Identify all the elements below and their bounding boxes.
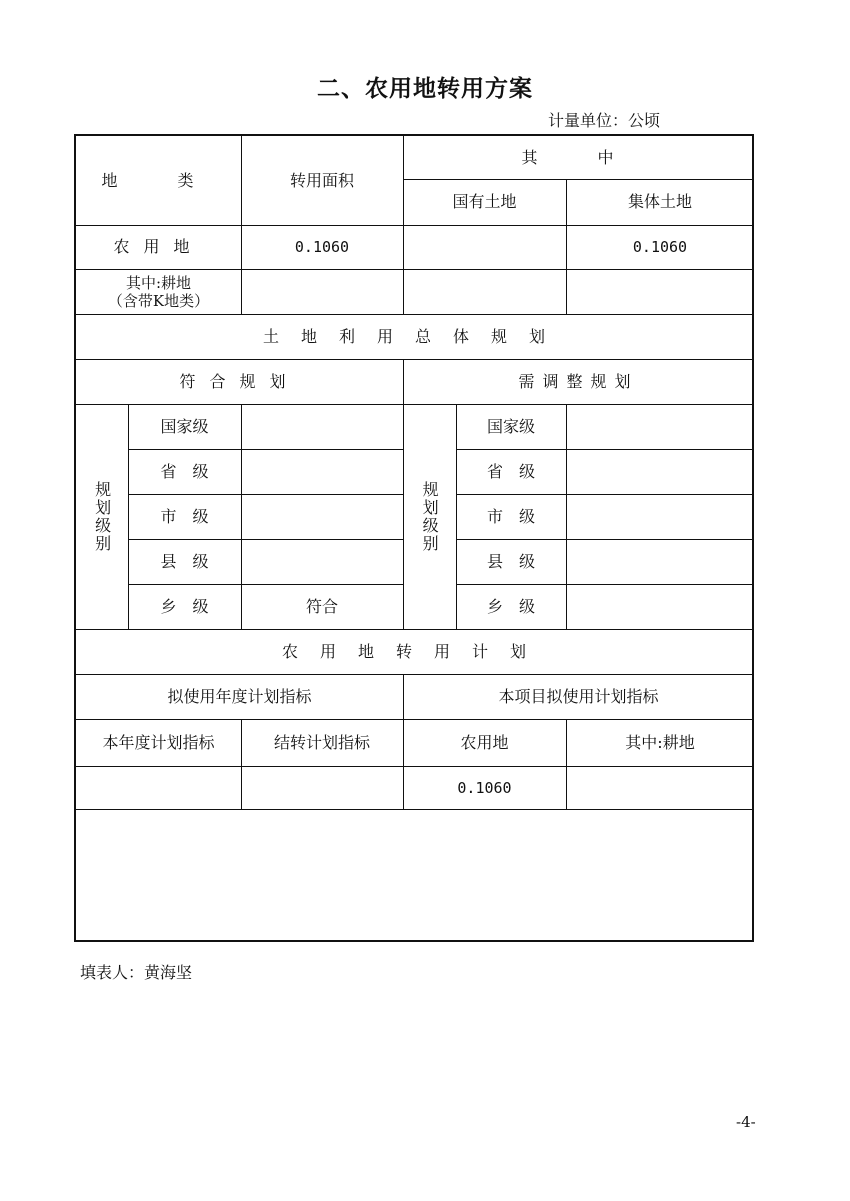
cultivated-indicator-header: 其中:耕地 <box>625 732 695 752</box>
conversion-plan-title: 农用地转用计划 <box>281 641 548 661</box>
page-number: -4- <box>736 1113 756 1131</box>
planning-section-title: 土地利用总体规划 <box>262 326 567 346</box>
header-land-type: 地 类 <box>101 170 216 190</box>
farmland-collective-value: 0.1060 <box>632 238 688 256</box>
farmland-indicator-header: 农用地 <box>460 732 509 752</box>
filler-label: 填表人：黄海坚 <box>80 963 193 982</box>
conform-planning-header: 符合规划 <box>179 371 300 391</box>
conform-level-label: 规划级别 <box>92 480 112 553</box>
project-indicator-header: 本项目拟使用计划指标 <box>498 686 659 706</box>
header-of-which: 其 中 <box>521 147 636 167</box>
farmland-state-value <box>403 225 566 269</box>
header-state-land: 国有土地 <box>452 192 517 212</box>
farmland-label: 农用地 <box>113 237 204 257</box>
conform-level-city: 市 级 <box>160 506 209 526</box>
cultivated-label-line1: 其中:耕地 <box>125 273 192 292</box>
farmland-area-value: 0.1060 <box>294 238 350 256</box>
page-title: 二、农用地转用方案 <box>317 76 533 102</box>
adjust-planning-header: 需调整规划 <box>518 371 639 391</box>
conform-value-township: 符合 <box>305 596 338 616</box>
conform-value-provincial <box>241 449 403 494</box>
conform-level-national: 国家级 <box>160 416 209 436</box>
adjust-level-label: 规划级别 <box>420 480 440 553</box>
cultivated-indicator-value <box>566 766 754 809</box>
this-year-indicator-header: 本年度计划指标 <box>102 732 215 752</box>
cultivated-label-line2: （含带K地类） <box>107 291 210 310</box>
conform-value-county <box>241 539 403 584</box>
adjust-level-township: 乡 级 <box>486 596 535 616</box>
conversion-table <box>74 134 754 942</box>
adjust-level-county: 县 级 <box>486 551 535 571</box>
annual-indicator-header: 拟使用年度计划指标 <box>167 686 312 706</box>
conform-value-city <box>241 494 403 539</box>
header-area: 转用面积 <box>289 170 354 190</box>
conform-level-provincial: 省 级 <box>160 461 209 481</box>
adjust-level-city: 市 级 <box>486 506 535 526</box>
carry-over-indicator-header: 结转计划指标 <box>273 732 370 752</box>
header-collective-land: 集体土地 <box>627 192 692 212</box>
adjust-level-national: 国家级 <box>486 416 535 436</box>
conform-level-township: 乡 级 <box>160 596 209 616</box>
unit-label: 计量单位：公顷 <box>548 111 661 130</box>
this-year-indicator-value <box>76 766 241 809</box>
carry-over-indicator-value <box>241 766 403 809</box>
notes-area <box>76 809 754 942</box>
conform-value-national <box>241 404 403 449</box>
farmland-indicator-value: 0.1060 <box>457 778 512 797</box>
conform-level-county: 县 级 <box>160 551 209 571</box>
cultivated-label <box>76 269 241 314</box>
adjust-level-provincial: 省 级 <box>486 461 535 481</box>
